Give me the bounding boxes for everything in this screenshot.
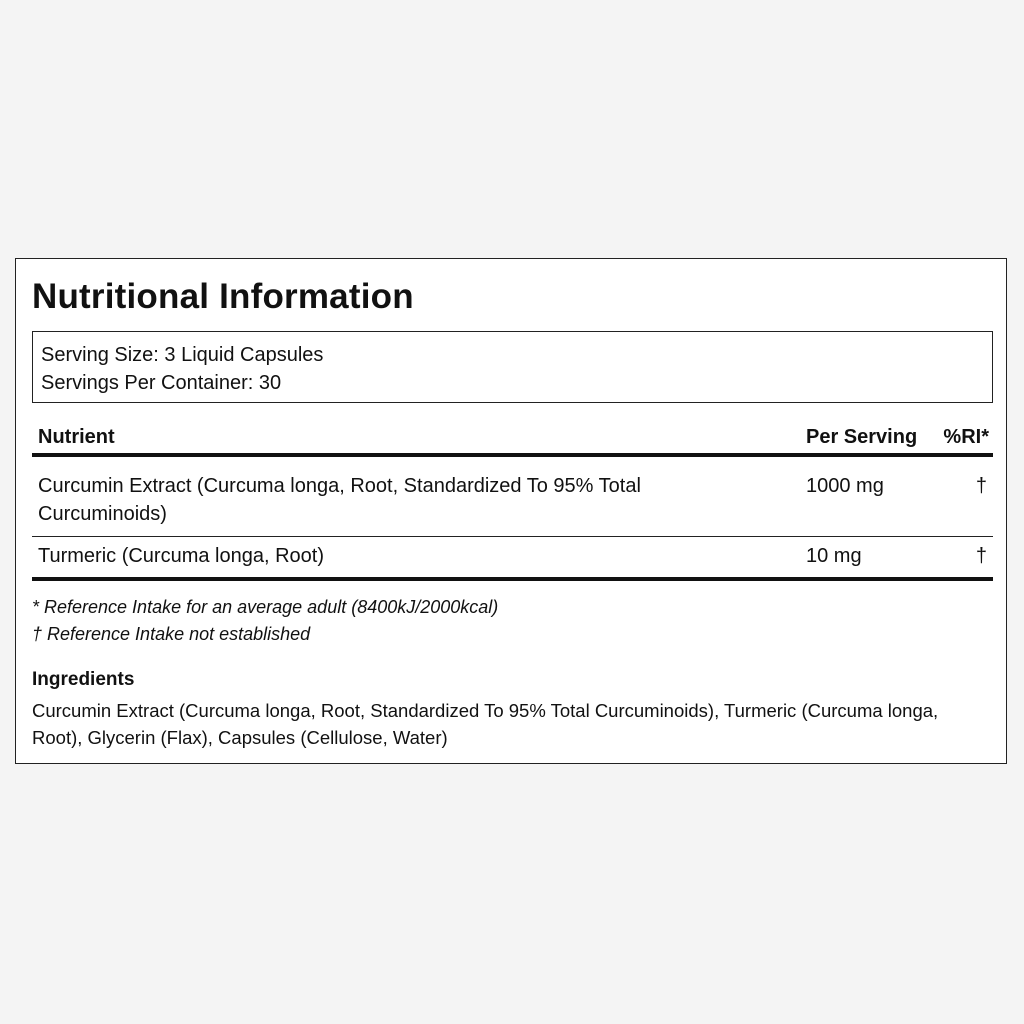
table-header-row [32,419,993,457]
nutrient-amount: 1000 mg [806,475,884,497]
nutrient-ri: † [975,545,987,567]
nutrient-table [32,419,993,581]
table-row [32,457,993,537]
serving-info-box [32,331,993,403]
header-ri: %RI* [943,426,989,448]
footnotes [32,594,498,648]
header-nutrient: Nutrient [38,426,115,448]
servings-per-container: Servings Per Container: 30 [41,372,282,394]
nutrient-name: Curcumin Extract (Curcuma longa, Root, Standardized To 95% Total Curcuminoids) [38,475,641,525]
header-per-serving: Per Serving [806,426,918,448]
footnote-not-established: † Reference Intake not established [32,624,311,644]
footnote-reference-intake: * Reference Intake for an average adult (8400kJ/2000kcal) [32,597,499,617]
ingredients-heading: Ingredients [32,669,135,690]
serving-size: Serving Size: 3 Liquid Capsules [41,344,324,366]
ingredients-text: Curcumin Extract (Curcuma longa, Root, Standardized To 95% Total Curcuminoids), Turmeric (Curcuma longa, Root), Glycerin (Flax), Capsules (Cellulose, Water) [32,700,939,748]
nutrient-amount: 10 mg [806,545,862,567]
nutrient-ri: † [975,475,987,497]
nutrient-name: Turmeric (Curcuma longa, Root) [38,545,325,567]
nutrition-panel [15,258,1007,764]
panel-title: Nutritional Information [32,277,414,316]
table-row [32,537,993,581]
